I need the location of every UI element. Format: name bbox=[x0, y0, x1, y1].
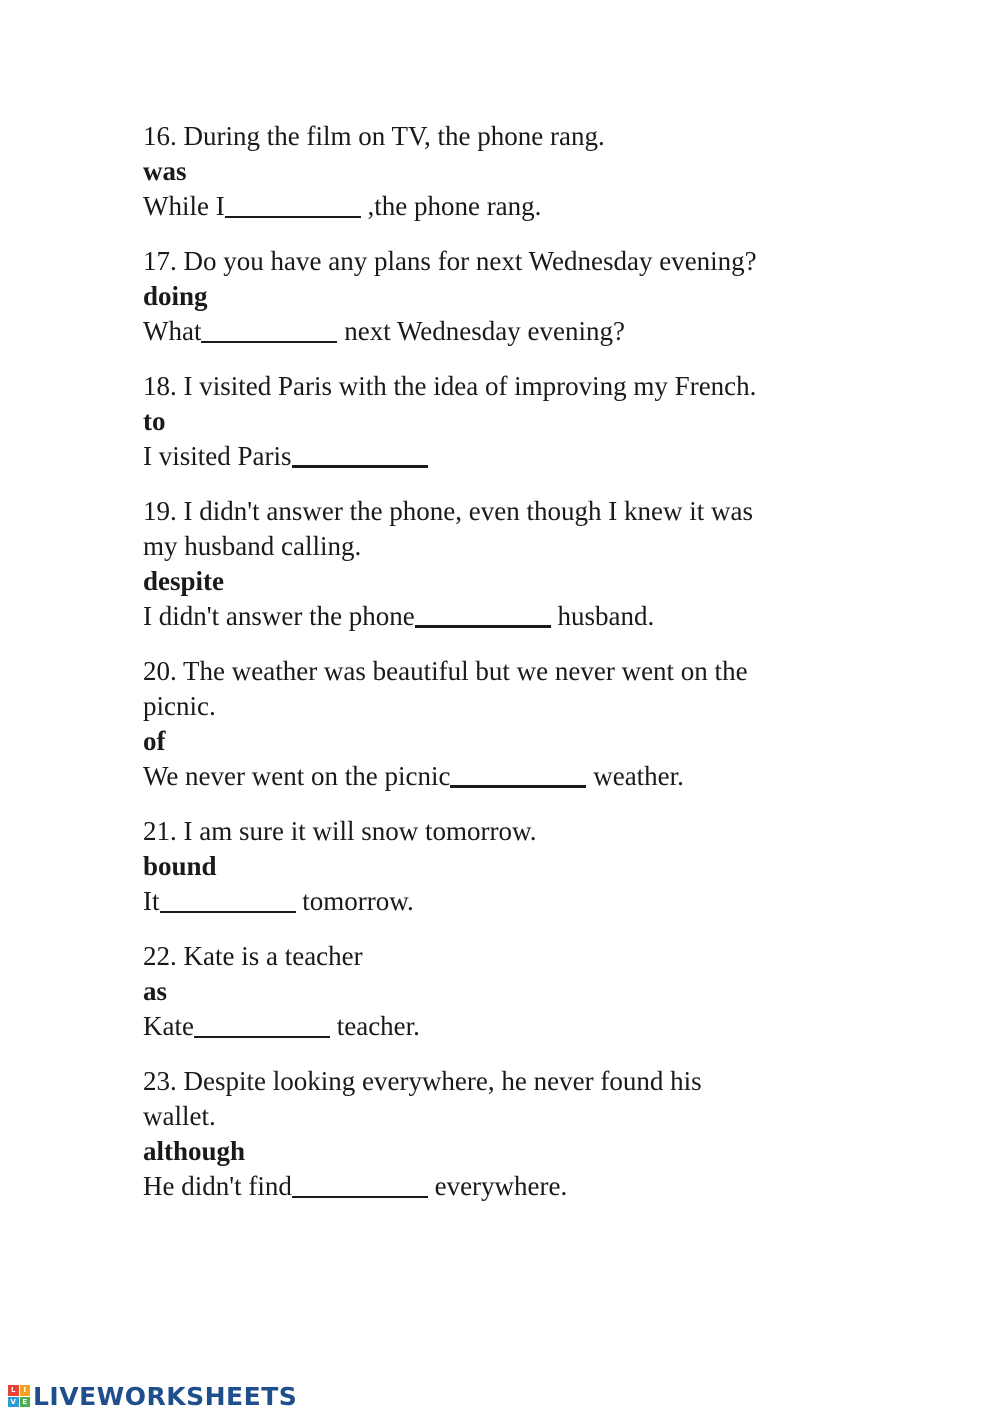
exercise-22-answer-after: teacher. bbox=[329, 1011, 420, 1041]
exercise-23-keyword: although bbox=[143, 1136, 246, 1166]
logo-mark-letter-2: I bbox=[20, 1385, 31, 1396]
exercise-17-prompt: 17. Do you have any plans for next Wednesday evening? bbox=[143, 246, 757, 276]
exercise-16-prompt: 16. During the film on TV, the phone rang. bbox=[143, 121, 605, 151]
exercise-22-answer-blank[interactable] bbox=[194, 1003, 330, 1038]
exercise-16 bbox=[143, 119, 863, 224]
exercise-17-keyword: doing bbox=[143, 281, 208, 311]
exercise-23-answer-after: everywhere. bbox=[427, 1171, 568, 1201]
exercise-20-prompt-line2: picnic. bbox=[143, 691, 216, 721]
exercise-20-answer-line bbox=[143, 759, 863, 794]
exercise-21-prompt: 21. I am sure it will snow tomorrow. bbox=[143, 816, 537, 846]
exercise-17-answer-after: next Wednesday evening? bbox=[337, 316, 625, 346]
exercise-22-prompt: 22. Kate is a teacher bbox=[143, 941, 363, 971]
logo-mark-letter-1: L bbox=[8, 1385, 19, 1396]
exercise-20-answer-before: We never went on the picnic bbox=[143, 761, 451, 791]
exercise-19-prompt-line1: 19. I didn't answer the phone, even though I knew it was bbox=[143, 496, 753, 526]
exercise-17 bbox=[143, 244, 863, 349]
exercise-23-answer-blank[interactable] bbox=[292, 1163, 428, 1198]
exercise-16-keyword: was bbox=[143, 156, 187, 186]
exercise-21-answer-after: tomorrow. bbox=[295, 886, 414, 916]
exercise-16-answer-line bbox=[143, 189, 863, 224]
exercise-16-answer-blank[interactable] bbox=[225, 183, 361, 218]
logo-mark-icon bbox=[8, 1385, 30, 1407]
exercise-17-answer-blank[interactable] bbox=[201, 308, 337, 343]
worksheet bbox=[143, 119, 863, 1224]
exercise-18-answer-before: I visited Paris bbox=[143, 441, 292, 471]
logo-mark-letter-3: V bbox=[8, 1397, 19, 1408]
exercise-18-keyword: to bbox=[143, 406, 166, 436]
exercise-19-prompt-line2: my husband calling. bbox=[143, 531, 362, 561]
exercise-17-answer-before: What bbox=[143, 316, 202, 346]
exercise-21-keyword: bound bbox=[143, 851, 217, 881]
exercise-16-answer-after: ,the phone rang. bbox=[360, 191, 542, 221]
exercise-21 bbox=[143, 814, 863, 919]
exercise-23-prompt-line2: wallet. bbox=[143, 1101, 216, 1131]
exercise-19-keyword: despite bbox=[143, 566, 224, 596]
exercise-22-answer-before: Kate bbox=[143, 1011, 194, 1041]
exercise-18-answer-blank[interactable] bbox=[292, 433, 428, 468]
exercise-18 bbox=[143, 369, 863, 474]
exercise-19-answer-after: husband. bbox=[550, 601, 655, 631]
exercise-18-prompt: 18. I visited Paris with the idea of improving my French. bbox=[143, 371, 757, 401]
exercise-22-keyword: as bbox=[143, 976, 168, 1006]
exercise-20-prompt-line1: 20. The weather was beautiful but we never went on the bbox=[143, 656, 748, 686]
exercise-19-answer-before: I didn't answer the phone bbox=[143, 601, 415, 631]
logo-mark-letter-4: E bbox=[20, 1397, 31, 1408]
exercise-20 bbox=[143, 654, 863, 794]
exercise-23-answer-before: He didn't find bbox=[143, 1171, 292, 1201]
exercise-19 bbox=[143, 494, 863, 634]
exercise-20-keyword: of bbox=[143, 726, 166, 756]
exercise-22-answer-line bbox=[143, 1009, 863, 1044]
exercise-18-answer-line bbox=[143, 439, 863, 474]
exercise-23-prompt-line1: 23. Despite looking everywhere, he never found his bbox=[143, 1066, 702, 1096]
exercise-21-answer-line bbox=[143, 884, 863, 919]
exercise-17-answer-line bbox=[143, 314, 863, 349]
exercise-19-answer-blank[interactable] bbox=[415, 593, 551, 628]
exercise-22 bbox=[143, 939, 863, 1044]
exercise-23-answer-line bbox=[143, 1169, 863, 1204]
exercise-21-answer-before: It bbox=[143, 886, 160, 916]
exercise-20-answer-blank[interactable] bbox=[450, 753, 586, 788]
exercise-19-answer-line bbox=[143, 599, 863, 634]
exercise-21-answer-blank[interactable] bbox=[160, 878, 296, 913]
exercise-16-answer-before: While I bbox=[143, 191, 225, 221]
logo-text: LIVEWORKSHEETS bbox=[33, 1381, 298, 1411]
exercise-20-answer-after: weather. bbox=[586, 761, 684, 791]
exercise-23 bbox=[143, 1064, 863, 1204]
liveworksheets-logo bbox=[8, 1380, 297, 1412]
